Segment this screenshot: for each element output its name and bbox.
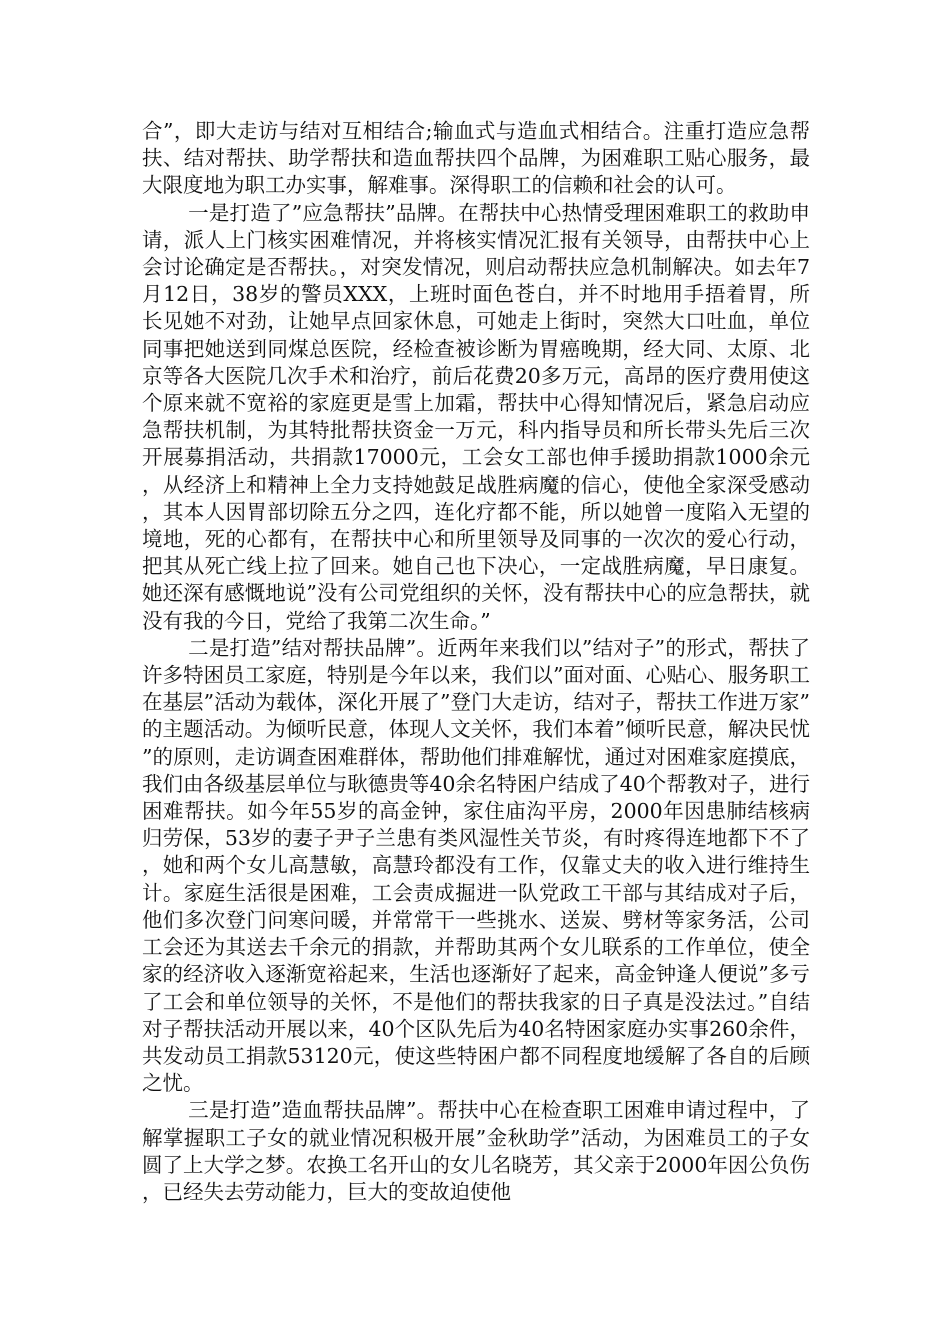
paragraph-hematopoietic-aid: 三是打造”造血帮扶品牌”。帮扶中心在检查职工困难申请过程中，了解掌握职工子女的就业情况积极开展”金秋助学”活动，为困难员工的子女圆了上大学之梦。农换工名开山的女儿名晓芳，其父亲于2000年因公负伤，已经失去劳动能力，巨大的变故迫使他	[142, 1098, 810, 1204]
paragraph-paired-aid: 二是打造”结对帮扶品牌”。近两年来我们以”结对子”的形式，帮扶了许多特困员工家庭，特别是今年以来，我们以”面对面、心贴心、服务职工在基层”活动为载体，深化开展了”登门大走访，结对子，帮扶工作进万家”的主题活动。为倾听民意，体现人文关怀，我们本着”倾听民意，解决民忧”的原则，走访调查困难群体，帮助他们排难解忧，通过对困难家庭摸底，我们由各级基层单位与耿德贵等40余名特困户结成了40个帮教对子，进行困难帮扶。如今年55岁的高金钟，家住庙沟平房，2000年因患肺结核病归劳保，53岁的妻子尹子兰患有类风湿性关节炎，有时疼得连地都下不了，她和两个女儿高慧敏，高慧玲都没有工作，仅靠丈夫的收入进行维持生计。家庭生活很是困难，工会责成掘进一队党政工干部与其结成对子后，他们多次登门问寒问暖，并常常干一些挑水、送炭、劈材等家务活，公司工会还为其送去千余元的捐款，并帮助其两个女儿联系的工作单位，使全家的经济收入逐渐宽裕起来，生活也逐渐好了起来，高金钟逢人便说”多亏了工会和单位领导的关怀，不是他们的帮扶我家的日子真是没法过。”自结对子帮扶活动开展以来，40个区队先后为40名特困家庭办实事260余件，共发动员工捐款53120元，使这些特困户都不同程度地缓解了各自的后顾之忧。	[142, 635, 810, 1096]
document-body	[142, 118, 810, 1206]
paragraph-intro: 合”，即大走访与结对互相结合;输血式与造血式相结合。注重打造应急帮扶、结对帮扶、助学帮扶和造血帮扶四个品牌，为困难职工贴心服务，最大限度地为职工办实事，解难事。深得职工的信赖和社会的认可。	[142, 119, 810, 198]
paragraph-emergency-aid: 一是打造了”应急帮扶”品牌。在帮扶中心热情受理困难职工的救助申请，派人上门核实困难情况，并将核实情况汇报有关领导，由帮扶中心上会讨论确定是否帮扶。，对突发情况，则启动帮扶应急机制解决。如去年7月12日，38岁的警员XXX，上班时面色苍白，并不时地用手捂着胃，所长见她不对劲，让她早点回家休息，可她走上街时，突然大口吐血，单位同事把她送到同煤总医院，经检查被诊断为胃癌晚期，经大同、太原、北京等各大医院几次手术和治疗，前后花费20多万元，高昂的医疗费用使这个原来就不宽裕的家庭更是雪上加霜，帮扶中心得知情况后，紧急启动应急帮扶机制，为其特批帮扶资金一万元，科内指导员和所长带头先后三次开展募捐活动，共捐款17000元，工会女工部也伸手援助捐款1000余元，从经济上和精神上全力支持她鼓足战胜病魔的信心，使他全家深受感动，其本人因胃部切除五分之四，连化疗都不能，所以她曾一度陷入无望的境地，死的心都有，在帮扶中心和所里领导及同事的一次次的爱心行动，把其从死亡线上拉了回来。她自己也下决心，一定战胜病魔，早日康复。她还深有感慨地说”没有公司党组织的关怀，没有帮扶中心的应急帮扶，就没有我的今日，党给了我第二次生命。”	[142, 200, 810, 633]
